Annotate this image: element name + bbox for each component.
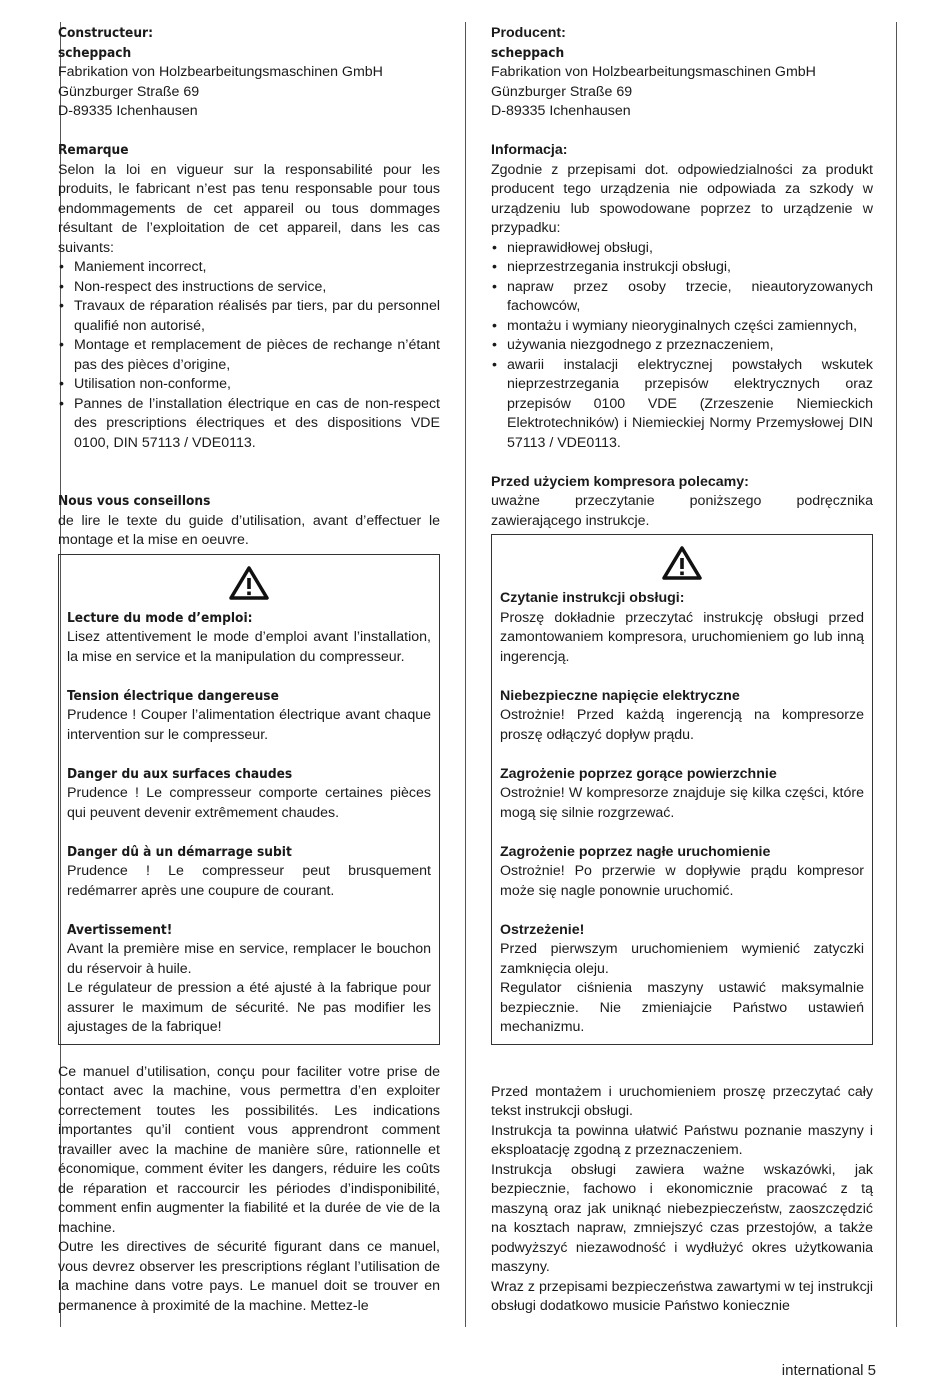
list-item: • napraw przez osoby trzecie, nieautoryzowanych fachowców,	[491, 278, 873, 317]
page-footer: international 5	[781, 1362, 876, 1379]
manufacturer-line: Günzburger Straße 69	[491, 83, 633, 100]
closing-paragraph: Wraz z przepisami bezpieczeństwa zawartymi w tej instrukcji obsługi dodatkowo musicie Państwo koniecznie	[491, 1278, 873, 1314]
warning-triangle-icon	[661, 545, 703, 581]
warning-text: Ostrożnie! W kompresorze znajduje się kilka części, które mogą się silnie rozgrzewać.	[500, 785, 864, 821]
remark-heading: Remarque	[58, 142, 129, 158]
advice-heading: Nous vous conseillons	[58, 493, 211, 509]
manufacturer-block	[58, 24, 440, 122]
advice-block	[58, 492, 440, 551]
right-margin-rule	[896, 22, 897, 1327]
remark-text: Selon la loi en vigueur sur la responsabilité pour les produits, le fabricant n’est pas tenu responsable pour tous endommagements de cet appareil ou tous dommages résultant de l’exploitation de cet appareil, dans les cas suivants:	[58, 161, 440, 256]
warning-title: Avertissement!	[67, 921, 173, 938]
warning-triangle-icon	[228, 565, 270, 601]
remark-text: Zgodnie z przepisami dot. odpowiedzialności za produkt producent tego urządzenia nie odpowiada za szkody w urządzeniu lub spowodowane poprzez to urządzenie w przypadku:	[491, 161, 873, 236]
left-column-french	[58, 24, 440, 1316]
closing-block	[491, 1083, 873, 1317]
closing-paragraph: Instrukcja ta powinna ułatwić Państwu poznanie maszyny i eksploatację zgodną z przeznaczeniem.	[491, 1122, 873, 1158]
warning-title: Danger dû à un démarrage subit	[67, 843, 292, 860]
warning-item	[67, 687, 431, 746]
warning-title: Danger du aux surfaces chaudes	[67, 765, 293, 782]
list-item: • Pannes de l’installation électrique en cas de non-respect des prescriptions électriques et des dispositions VDE 0100, DIN 57113 / VDE0113.	[58, 395, 440, 454]
remark-block	[58, 141, 440, 453]
manufacturer-line: Fabrikation von Holzbearbeitungsmaschinen GmbH	[58, 64, 383, 80]
warning-title: Czytanie instrukcji obsługi:	[500, 590, 685, 606]
warning-title: Niebezpieczne napięcie elektryczne	[500, 687, 740, 704]
remark-heading: Informacja:	[491, 142, 568, 158]
warning-item	[67, 765, 431, 824]
warning-item	[67, 843, 431, 902]
warning-item	[67, 921, 431, 1038]
manufacturer-block	[491, 24, 873, 122]
warning-text: Regulator ciśnienia maszyny ustawić maksymalnie bezpiecznie. Nie zmieniajcie Państwo ustawień mechanizmu.	[500, 980, 864, 1035]
closing-block	[58, 1063, 440, 1317]
warning-text: Prudence ! Le compresseur comporte certaines pièces qui peuvent devenir extrêmement chaudes.	[67, 785, 431, 821]
list-item: • nieprzestrzegania instrukcji obsługi,	[491, 258, 873, 278]
list-item: • Non-respect des instructions de service,	[58, 278, 440, 298]
warning-text: Prudence ! Le compresseur peut brusquement redémarrer après une coupure de courant.	[67, 863, 431, 899]
warning-text: Ostrożnie! Przed każdą ingerencją na kompresorze proszę odłączyć dopływ prądu.	[500, 707, 864, 743]
warning-item	[500, 765, 864, 824]
warning-item	[500, 589, 864, 667]
warning-text: Lisez attentivement le mode d’emploi avant l’installation, la mise en service et la manipulation du compresseur.	[67, 629, 431, 665]
manufacturer-line: Günzburger Straße 69	[58, 83, 200, 100]
remark-bullet-list	[491, 239, 873, 454]
advice-text: uważne przeczytanie poniższego podręcznika zawierającego instrukcje.	[491, 493, 873, 529]
warning-text: Prudence ! Couper l’alimentation électrique avant chaque intervention sur le compresseur.	[67, 707, 431, 743]
closing-paragraph: Przed montażem i uruchomieniem proszę przeczytać cały tekst instrukcji obsługi.	[491, 1083, 873, 1119]
warning-text: Proszę dokładnie przeczytać instrukcję obsługi przed zamontowaniem kompresora, uruchomieniem go lub inną ingerencją.	[500, 609, 864, 665]
warning-text: Le régulateur de pression a été ajusté à la fabrique pour assurer le maximum de sécurité. Ne pas modifier les ajustages de la fabrique!	[67, 980, 431, 1035]
list-item: • Travaux de réparation réalisés par tiers, par du personnel qualifié non autorisé,	[58, 297, 440, 336]
manufacturer-company: scheppach	[58, 44, 132, 61]
advice-block	[491, 473, 873, 532]
manufacturer-line: D-89335 Ichenhausen	[58, 103, 198, 119]
warning-text: Avant la première mise en service, remplacer le bouchon du réservoir à huile.	[67, 941, 431, 977]
closing-paragraph: Ce manuel d’utilisation, conçu pour faciliter votre prise de contact avec la machine, vous permettra d’en exploiter correctement toutes les possibilités. Les indications importantes qu’il contient vous apprendront comment travailler avec la machine de manière sûre, rationnelle et économique, comment éviter les dangers, réduire les coûts de réparation et raccourcir les périodes d’indisponibilité, comment enfin augmenter la fiabilité et la durée de vie de la machine.	[58, 1063, 440, 1236]
safety-warning-box	[58, 554, 440, 1045]
list-item: • Maniement incorrect,	[58, 258, 440, 278]
advice-heading: Przed użyciem kompresora polecamy:	[491, 473, 749, 490]
center-column-rule	[465, 22, 466, 1327]
manufacturer-heading: Producent:	[491, 25, 566, 41]
list-item: • używania niezgodnego z przeznaczeniem,	[491, 336, 873, 356]
manufacturer-line: Fabrikation von Holzbearbeitungsmaschinen GmbH	[491, 64, 816, 80]
remark-bullet-list	[58, 258, 440, 453]
right-column-polish	[491, 24, 873, 1317]
warning-title: Lecture du mode d’emploi:	[67, 609, 253, 626]
closing-paragraph: Outre les directives de sécurité figurant dans ce manuel, vous devrez observer les prescriptions réglant l’utilisation de la machine dans votre pays. Le manuel doit se trouver en permanence à proximité de la machine. Mettez-le	[58, 1239, 440, 1314]
closing-paragraph: Instrukcja obsługi zawiera ważne wskazówki, jak bezpiecznie, fachowo i ekonomicznie pracować z tą maszyną oraz jak uniknąć niebezpieczeństw, zaoszczędzić na kosztach napraw, zmniejszyć czas przestojów, a także podwyższyć niezawodność i wydłużyć okres użytkowania maszyny.	[491, 1161, 873, 1275]
warning-title: Tension électrique dangereuse	[67, 687, 279, 704]
list-item: • awarii instalacji elektrycznej powstałych wskutek nieprzestrzegania przepisów elektrycznych oraz przepisów 0100 VDE (Zrzeszenie Niemieckich Elektrotechników) i Niemieckiej Normy Przemysłowej DIN 57113 / VDE0113.	[491, 356, 873, 454]
remark-block	[491, 141, 873, 453]
warning-title: Zagrożenie poprzez gorące powierzchnie	[500, 765, 777, 782]
warning-text: Przed pierwszym uruchomieniem wymienić zatyczki zamknięcia oleju.	[500, 941, 864, 977]
safety-warning-box	[491, 534, 873, 1045]
manufacturer-heading: Constructeur:	[58, 25, 153, 41]
list-item: • montażu i wymiany nieoryginalnych części zamiennych,	[491, 317, 873, 337]
list-item: • Montage et remplacement de pièces de rechange n’étant pas des pièces d’origine,	[58, 336, 440, 375]
warning-item	[500, 921, 864, 1038]
list-item: • nieprawidłowej obsługi,	[491, 239, 873, 259]
list-item: • Utilisation non-conforme,	[58, 375, 440, 395]
advice-text: de lire le texte du guide d’utilisation, avant d’effectuer le montage et la mise en oeuvre.	[58, 512, 440, 548]
warning-text: Ostrożnie! Po przerwie w dopływie prądu kompresor może się nagle ponownie uruchomić.	[500, 863, 864, 899]
manufacturer-company: scheppach	[491, 44, 565, 61]
warning-item	[500, 687, 864, 746]
warning-title: Ostrzeżenie!	[500, 921, 585, 938]
manufacturer-line: D-89335 Ichenhausen	[491, 103, 631, 119]
warning-item	[67, 609, 431, 668]
warning-title: Zagrożenie poprzez nagłe uruchomienie	[500, 843, 771, 860]
warning-item	[500, 843, 864, 902]
